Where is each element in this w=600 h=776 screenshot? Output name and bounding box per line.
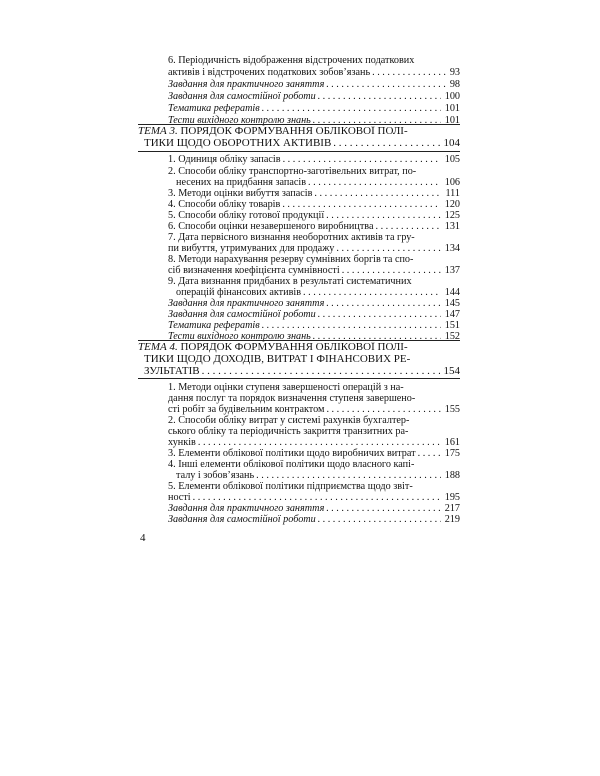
dot-leader bbox=[281, 154, 441, 165]
toc-entry: несених на придбання запасів . . . 106 bbox=[176, 177, 460, 188]
dot-leader bbox=[196, 437, 441, 448]
toc-entry: Тести вихідного контролю знань . . . 152 bbox=[168, 331, 460, 342]
toc-entry: 5. Способи обліку готової продукції . . . 125 bbox=[168, 210, 460, 221]
theme-heading bbox=[138, 342, 460, 353]
toc-entry: Завдання для самостійної роботи . . . 147 bbox=[168, 309, 460, 320]
dot-leader bbox=[191, 492, 441, 503]
toc-line: 7. Дата первісного визнання необоротних активів та гру- bbox=[168, 232, 415, 243]
dot-leader bbox=[324, 404, 440, 415]
dot-leader bbox=[324, 210, 441, 221]
toc-entry: сті робіт за будівельним контрактом . . . 155 bbox=[168, 404, 460, 415]
toc-entry: Тематика рефератів . . . 151 bbox=[168, 320, 460, 331]
dot-leader bbox=[373, 221, 440, 232]
toc-entry: Завдання для практичного заняття . . . 98 bbox=[168, 79, 460, 90]
dot-leader bbox=[280, 199, 440, 210]
dot-leader bbox=[324, 503, 440, 514]
dot-leader bbox=[200, 366, 440, 377]
toc-line: 1. Методи оцінки ступеня завершеності операцій з на- bbox=[168, 382, 404, 393]
toc-entry: талу і зобов’язань . . . 188 bbox=[176, 470, 460, 481]
dot-leader bbox=[254, 470, 441, 481]
theme-label: ТЕМА 3. bbox=[138, 126, 178, 137]
dot-leader bbox=[312, 188, 441, 199]
theme-title: ПОРЯДОК ФОРМУВАННЯ ОБЛІКОВОЇ ПОЛІ- bbox=[177, 342, 408, 353]
toc-entry: Тести вихідного контролю знань . . . 101 bbox=[168, 115, 460, 126]
toc-line: 5. Елементи облікової політики підприємства щодо звіт- bbox=[168, 481, 413, 492]
toc-line: дання послуг та порядок визначення ступеня завершено- bbox=[168, 393, 416, 404]
section-rule bbox=[138, 151, 460, 152]
toc-line: 8. Методи нарахування резерву сумнівних боргів та спо- bbox=[168, 254, 414, 265]
dot-leader bbox=[340, 265, 441, 276]
dot-leader bbox=[316, 91, 441, 102]
theme-heading-entry: ЗУЛЬТАТІВ . . . 154 bbox=[144, 366, 460, 377]
toc-line: 2. Способи обліку витрат у системі рахунків бухгалтер- bbox=[168, 415, 410, 426]
page-number: 4 bbox=[140, 532, 146, 544]
toc-entry: Завдання для практичного заняття . . . 217 bbox=[168, 503, 460, 514]
toc-line: 9. Дата визнання придбаних в результаті систематичних bbox=[168, 276, 412, 287]
toc-entry: пи вибуття, утримуваних для продажу . . . 134 bbox=[168, 243, 460, 254]
dot-leader bbox=[316, 514, 441, 525]
dot-leader bbox=[306, 177, 441, 188]
toc-entry: ності . . . 195 bbox=[168, 492, 460, 503]
toc-entry: 1. Одиниця обліку запасів . . . 105 bbox=[168, 154, 460, 165]
toc-entry: 4. Способи обліку товарів . . . 120 bbox=[168, 199, 460, 210]
toc-line: 2. Способи обліку транспортно-заготівельних витрат, по- bbox=[168, 166, 417, 177]
toc-entry: сіб визначення коефіцієнта сумнівності . . . 137 bbox=[168, 265, 460, 276]
theme-heading-entry: ТИКИ ЩОДО ОБОРОТНИХ АКТИВІВ . . . 104 bbox=[144, 138, 460, 149]
dot-leader bbox=[301, 287, 441, 298]
section-rule bbox=[138, 378, 460, 379]
dot-leader bbox=[260, 103, 441, 114]
toc-entry: Завдання для практичного заняття . . . 145 bbox=[168, 298, 460, 309]
dot-leader bbox=[334, 243, 440, 254]
theme-title: ПОРЯДОК ФОРМУВАННЯ ОБЛІКОВОЇ ПОЛІ- bbox=[177, 126, 408, 137]
section-rule bbox=[138, 124, 460, 125]
theme-label: ТЕМА 4. bbox=[138, 342, 178, 353]
toc-entry: Завдання для самостійної роботи . . . 100 bbox=[168, 91, 460, 102]
toc-entry: 3. Методи оцінки вибуття запасів . . . 111 bbox=[168, 188, 460, 199]
toc-entry: хунків . . . 161 bbox=[168, 437, 460, 448]
dot-leader bbox=[316, 309, 441, 320]
toc-entry: активів і відстрочених податкових зобов’язань . . . 93 bbox=[168, 67, 460, 78]
toc-entry: 3. Елементи облікової політики щодо виробничих витрат . . . 175 bbox=[168, 448, 460, 459]
dot-leader bbox=[260, 320, 441, 331]
toc-line: 6. Періодичність відображення відстрочених податкових bbox=[168, 55, 415, 66]
section-rule bbox=[138, 340, 460, 341]
dot-leader bbox=[331, 138, 439, 149]
toc-entry: Тематика рефератів . . . 101 bbox=[168, 103, 460, 114]
dot-leader bbox=[324, 298, 440, 309]
toc-entry: Завдання для самостійної роботи . . . 219 bbox=[168, 514, 460, 525]
toc-entry: операцій фінансових активів . . . 144 bbox=[176, 287, 460, 298]
dot-leader bbox=[324, 79, 446, 90]
toc-entry: 6. Способи оцінки незавершеного виробництва . . . 131 bbox=[168, 221, 460, 232]
theme-heading bbox=[138, 126, 460, 137]
dot-leader bbox=[416, 448, 441, 459]
dot-leader bbox=[370, 67, 446, 78]
toc-line: ського обліку та періодичність закриття транзитних ра- bbox=[168, 426, 409, 437]
toc-line: 4. Інші елементи облікової політики щодо власного капі- bbox=[168, 459, 415, 470]
theme-heading: ТИКИ ЩОДО ДОХОДІВ, ВИТРАТ І ФІНАНСОВИХ РЕ- bbox=[144, 354, 411, 365]
